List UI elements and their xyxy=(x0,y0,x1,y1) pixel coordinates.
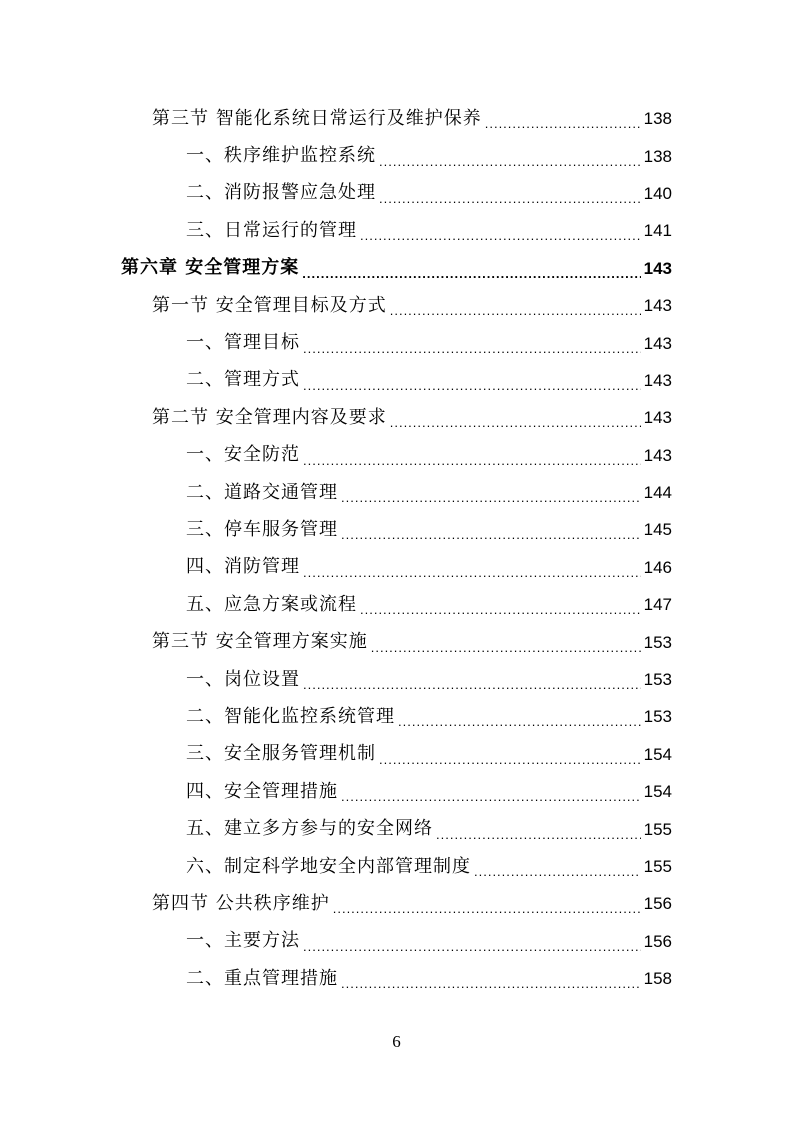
toc-subsection-entry[interactable] xyxy=(0,923,793,960)
toc-dot-leader xyxy=(303,566,641,579)
toc-entry-title: 三、安全服务管理机制 xyxy=(186,743,376,765)
toc-entry-page: 154 xyxy=(643,782,672,802)
toc-dot-leader xyxy=(302,267,640,280)
toc-entry-title: 二、智能化监控系统管理 xyxy=(186,705,395,727)
toc-entry-page: 140 xyxy=(643,183,672,203)
toc-entry-title: 三、日常运行的管理 xyxy=(186,219,357,241)
toc-dot-leader xyxy=(398,715,641,728)
toc-subsection-entry[interactable] xyxy=(0,175,793,212)
toc-dot-leader xyxy=(303,379,641,392)
toc-entry-title: 第四节 公共秩序维护 xyxy=(152,892,330,914)
toc-dot-leader xyxy=(390,416,641,429)
toc-entry-title: 四、安全管理措施 xyxy=(186,780,338,802)
toc-dot-leader xyxy=(333,902,641,915)
toc-dot-leader xyxy=(303,342,641,355)
toc-entry-title: 五、建立多方参与的安全网络 xyxy=(186,818,433,840)
toc-dot-leader xyxy=(474,865,641,878)
toc-dot-leader xyxy=(371,641,641,654)
toc-entry-title: 二、管理方式 xyxy=(186,369,300,391)
toc-dot-leader xyxy=(379,753,641,766)
toc-entry-title: 一、管理目标 xyxy=(186,332,300,354)
toc-subsection-entry[interactable] xyxy=(0,698,793,735)
toc-entry-page: 143 xyxy=(643,408,672,428)
toc-entry-page: 143 xyxy=(643,296,672,316)
toc-entry-title: 五、应急方案或流程 xyxy=(186,593,357,615)
toc-entry-page: 156 xyxy=(643,931,672,951)
toc-subsection-entry[interactable] xyxy=(0,511,793,548)
toc-dot-leader xyxy=(303,678,641,691)
toc-entry-title: 第三节 智能化系统日常运行及维护保养 xyxy=(152,107,482,129)
toc-entry-page: 141 xyxy=(643,221,672,241)
toc-subsection-entry[interactable] xyxy=(0,736,793,773)
toc-entry-title: 第六章 安全管理方案 xyxy=(121,257,300,279)
toc-entry-page: 145 xyxy=(643,520,672,540)
toc-subsection-entry[interactable] xyxy=(0,848,793,885)
toc-entry-page: 155 xyxy=(643,857,672,876)
toc-entry-page: 143 xyxy=(643,258,672,278)
toc-entry-page: 154 xyxy=(643,744,672,764)
toc-dot-leader xyxy=(485,117,641,130)
toc-entry-page: 143 xyxy=(643,333,672,353)
toc-subsection-entry[interactable] xyxy=(0,586,793,623)
toc-entry-title: 四、消防管理 xyxy=(186,556,300,578)
toc-entry-title: 第三节 安全管理方案实施 xyxy=(152,631,368,653)
toc-section-entry[interactable] xyxy=(0,287,793,324)
toc-subsection-entry[interactable] xyxy=(0,773,793,810)
toc-dot-leader xyxy=(360,229,641,242)
toc-subsection-entry[interactable] xyxy=(0,474,793,511)
toc-entry-page: 153 xyxy=(643,670,672,690)
toc-entry-title: 二、重点管理措施 xyxy=(186,967,338,989)
toc-dot-leader xyxy=(341,790,641,803)
toc-entry-title: 一、岗位设置 xyxy=(186,668,300,690)
toc-dot-leader xyxy=(436,828,641,841)
toc-chapter-entry[interactable] xyxy=(0,250,793,287)
toc-entry-title: 一、安全防范 xyxy=(186,444,300,466)
toc-dot-leader xyxy=(360,603,641,616)
toc-subsection-entry[interactable] xyxy=(0,810,793,847)
toc-section-entry[interactable] xyxy=(0,623,793,660)
toc-dot-leader xyxy=(379,155,641,168)
toc-entry-page: 153 xyxy=(643,707,672,727)
toc-dot-leader xyxy=(379,192,641,205)
toc-entry-title: 第二节 安全管理内容及要求 xyxy=(152,406,387,428)
toc-subsection-entry[interactable] xyxy=(0,960,793,997)
toc-section-entry[interactable] xyxy=(0,100,793,137)
toc-subsection-entry[interactable] xyxy=(0,137,793,174)
toc-subsection-entry[interactable] xyxy=(0,549,793,586)
toc-subsection-entry[interactable] xyxy=(0,362,793,399)
toc-entry-title: 一、主要方法 xyxy=(186,930,300,952)
toc-subsection-entry[interactable] xyxy=(0,212,793,249)
toc-entry-page: 146 xyxy=(643,557,672,577)
toc-dot-leader xyxy=(341,528,641,541)
toc-entry-page: 138 xyxy=(643,109,672,129)
toc-section-entry[interactable] xyxy=(0,399,793,436)
toc-subsection-entry[interactable] xyxy=(0,324,793,361)
toc-dot-leader xyxy=(303,940,641,953)
toc-entry-title: 第一节 安全管理目标及方式 xyxy=(152,294,387,316)
toc-entry-page: 147 xyxy=(643,595,672,615)
toc-subsection-entry[interactable] xyxy=(0,437,793,474)
toc-entry-page: 144 xyxy=(643,483,672,503)
toc-entry-title: 三、停车服务管理 xyxy=(186,518,338,540)
toc-subsection-entry[interactable] xyxy=(0,661,793,698)
toc-entry-page: 153 xyxy=(643,632,672,652)
toc-entry-title: 一、秩序维护监控系统 xyxy=(186,145,376,167)
toc-entry-page: 143 xyxy=(643,445,672,465)
toc-dot-leader xyxy=(303,454,641,467)
toc-section-entry[interactable] xyxy=(0,885,793,922)
toc-entry-page: 156 xyxy=(643,894,672,914)
toc-entry-title: 二、消防报警应急处理 xyxy=(186,182,376,204)
toc-dot-leader xyxy=(341,977,641,990)
toc-dot-leader xyxy=(341,491,641,504)
table-of-contents xyxy=(0,100,793,997)
toc-entry-title: 六、制定科学地安全内部管理制度 xyxy=(186,855,471,877)
toc-entry-page: 138 xyxy=(643,146,672,166)
toc-entry-page: 143 xyxy=(643,370,672,390)
toc-entry-page: 155 xyxy=(643,819,672,839)
page-number: 6 xyxy=(392,1032,401,1051)
toc-entry-page: 158 xyxy=(643,969,672,989)
toc-dot-leader xyxy=(390,304,641,317)
toc-entry-title: 二、道路交通管理 xyxy=(186,481,338,503)
